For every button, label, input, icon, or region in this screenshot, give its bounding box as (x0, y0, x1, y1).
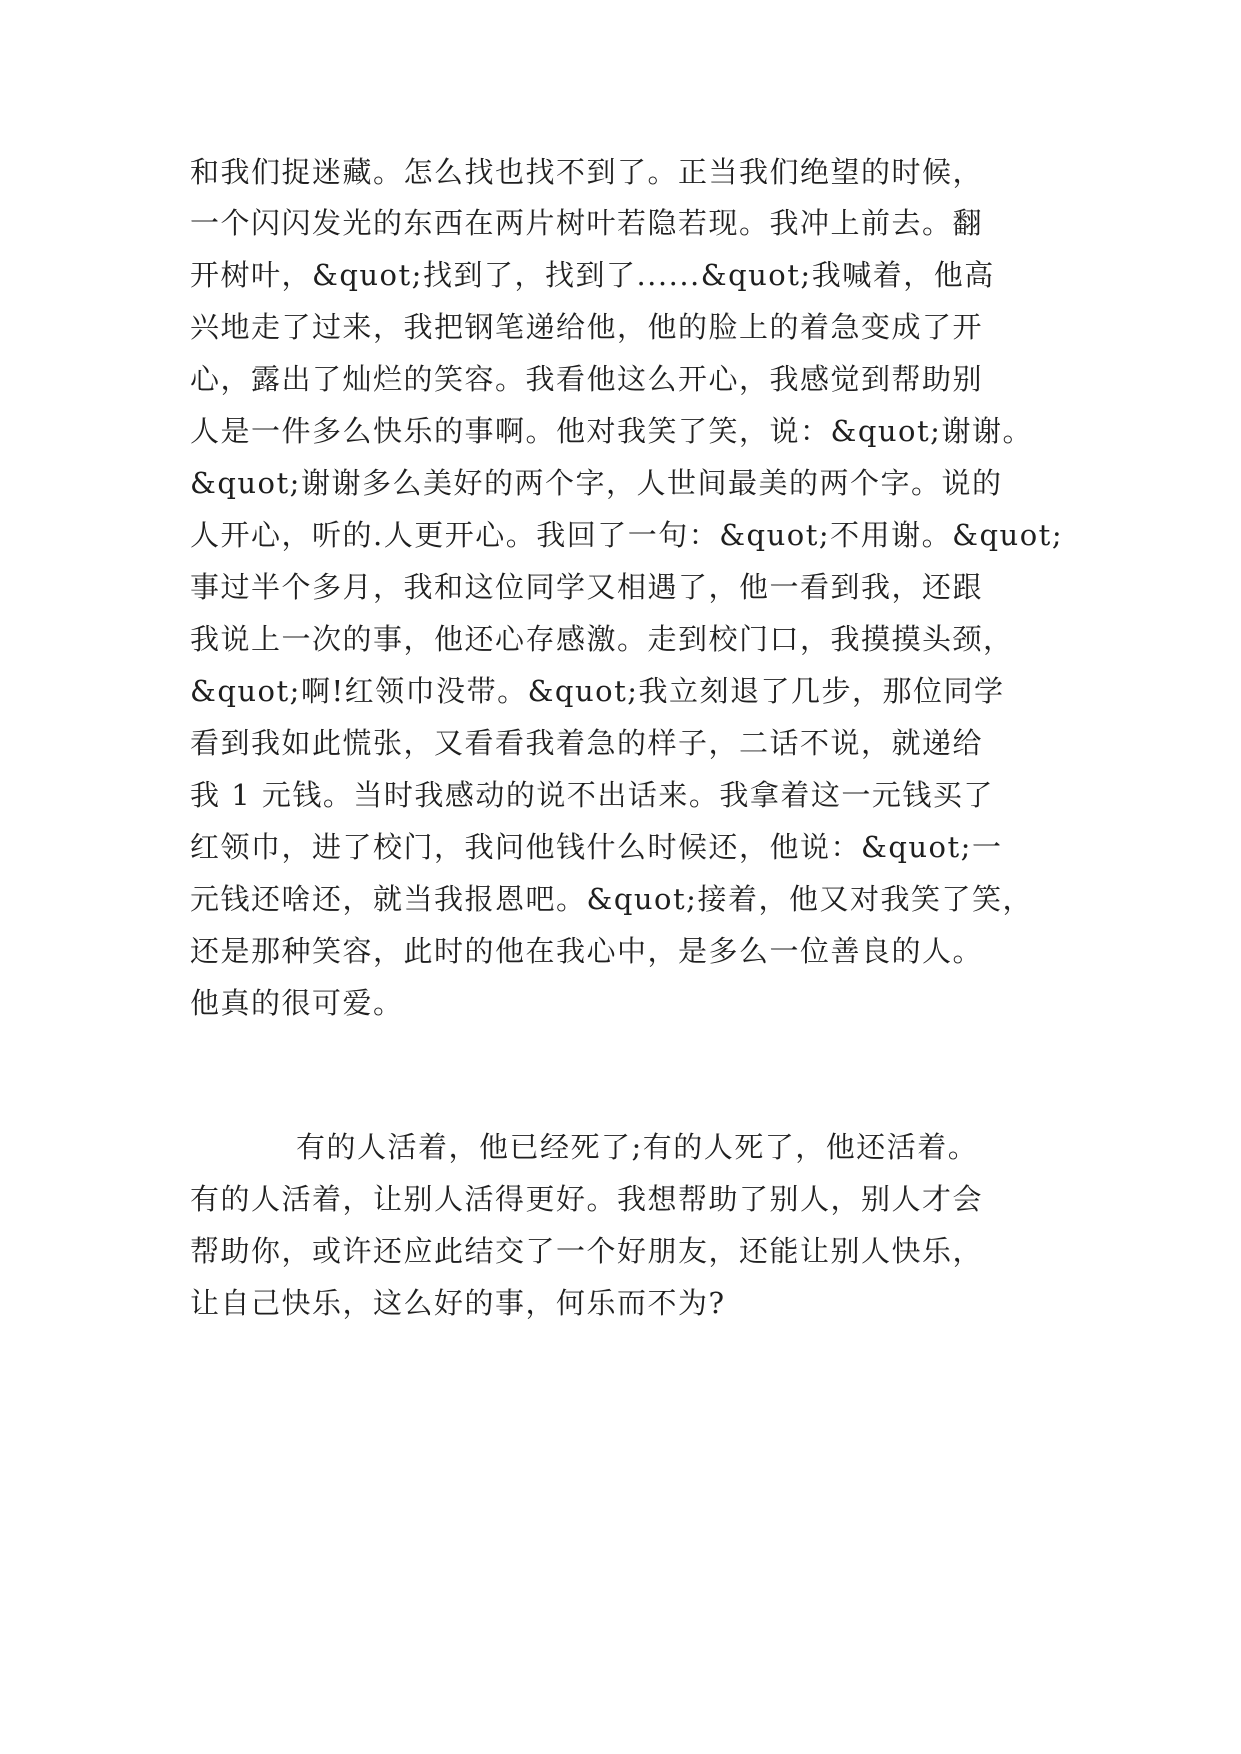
text-line-indented: 有的人活着，他已经死了;有的人死了，他还活着。 (296, 1130, 979, 1164)
text-line: 人开心，听的.人更开心。我回了一句：&quot;不用谢。&quot; (190, 518, 1064, 552)
text-line: 开树叶，&quot;找到了，找到了......&quot;我喊着，他高 (190, 258, 995, 292)
text-line: 他真的很可爱。 (190, 986, 404, 1020)
text-line: 兴地走了过来，我把钢笔递给他，他的脸上的着急变成了开 (190, 310, 984, 344)
text-line: 和我们捉迷藏。怎么找也找不到了。正当我们绝望的时候， (190, 155, 984, 189)
text-line: &quot;啊!红领巾没带。&quot;我立刻退了几步，那位同学 (190, 674, 1005, 708)
text-line: 红领巾，进了校门，我问他钱什么时候还，他说：&quot;一 (190, 830, 1003, 864)
text-line: 还是那种笑容，此时的他在我心中，是多么一位善良的人。 (190, 934, 984, 968)
text-line: 看到我如此慌张，又看看我着急的样子，二话不说，就递给 (190, 726, 984, 760)
text-line: &quot;谢谢多么美好的两个字，人世间最美的两个字。说的 (190, 466, 1003, 500)
text-line: 我说上一次的事，他还心存感激。走到校门口，我摸摸头颈， (190, 622, 1014, 656)
text-line: 让自己快乐，这么好的事，何乐而不为? (190, 1286, 726, 1320)
text-line: 人是一件多么快乐的事啊。他对我笑了笑，说：&quot;谢谢。 (190, 414, 1033, 448)
text-line: 帮助你，或许还应此结交了一个好朋友，还能让别人快乐， (190, 1234, 984, 1268)
text-line: 事过半个多月，我和这位同学又相遇了，他一看到我，还跟 (190, 570, 984, 604)
text-line: 一个闪闪发光的东西在两片树叶若隐若现。我冲上前去。翻 (190, 206, 984, 240)
text-line: 有的人活着，让别人活得更好。我想帮助了别人，别人才会 (190, 1182, 984, 1216)
text-line: 心，露出了灿烂的笑容。我看他这么开心，我感觉到帮助别 (190, 362, 984, 396)
text-line: 元钱还啥还，就当我报恩吧。&quot;接着，他又对我笑了笑， (190, 882, 1033, 916)
text-line: 我 1 元钱。当时我感动的说不出话来。我拿着这一元钱买了 (190, 778, 994, 812)
